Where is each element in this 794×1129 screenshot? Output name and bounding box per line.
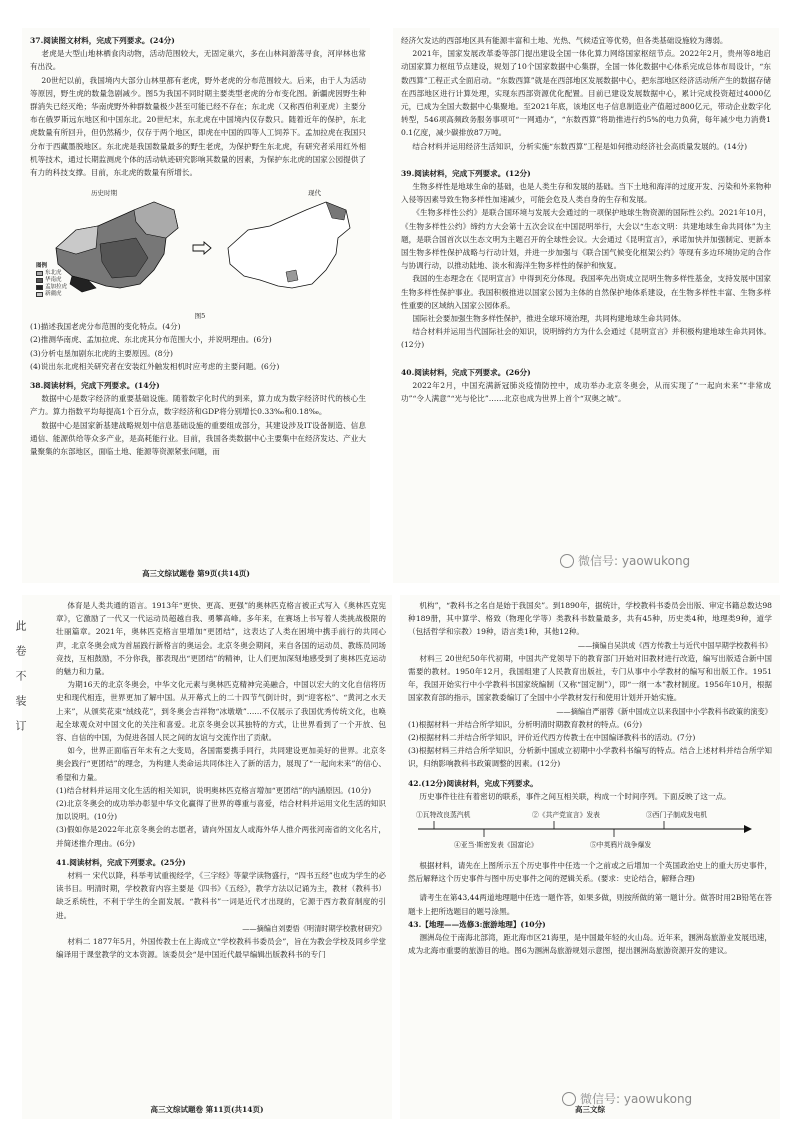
q39-subquestion: 结合材料并运用当代国际社会的知识，说明缔约方为什么会通过《昆明宣言》并积极构建地球生命共同体。(12分) (401, 327, 771, 350)
map-modern-shape (218, 188, 368, 306)
q41-sub-2: (2)根据材料二并结合所学知识，评价近代西方传教士在中国编译教科书的活动。(7分) (408, 733, 696, 743)
right-arrow-icon (192, 240, 212, 254)
q38-subquestion: 结合材料并运用经济生活知识，分析实施“东数西算”工程是如何推动经济社会高质量发展的。(14分) (412, 141, 748, 151)
bl-para-2: 为期16天的北京冬奥会，中华文化元素与奥林匹克精神完美融合，中国以宏大的文化自信将历史和现代相连，世界更加了解中国。从开幕式上的二十四节气倒计时，到“迎客松”、“黄河之水天上来”，从颁奖花束“绒线花”，到冬奥会吉祥物“冰墩墩”……不仅展示了我国优秀传统文化，也唤起全球观众对中国文化的关注和喜爱。北京冬奥会以其独特的方式，让世界看到了一个开放、包容、自信的中国，为促进各国人民之间的友谊与交流作出了贡献。 (56, 680, 386, 743)
q37-sub-3: (3)分析屯垦加剧东北虎的主要原因。(8分) (30, 348, 174, 358)
q42-para-2: 根据材料，请先在上图所示五个历史事件中任选一个之前或之后增加一个英国政治史上的重大历史事件，然后解释这个历史事件与图中历史事件之间的逻辑关系。(要求：史论结合，解释合理) (408, 861, 772, 884)
page-bottom-right (400, 595, 780, 1119)
q37-sub-1: (1)描述我国老虎分布范围的变化特点。(4分) (30, 322, 181, 332)
bl-para-3: 如今，世界正面临百年未有之大变局，各国需要携手同行，共同建设更加美好的世界。北京冬奥会践行“更团结”的理念，为构建人类命运共同体注入了新的活力，展现了“一起向未来”的信心、希望和力量。 (56, 746, 386, 782)
watermark-bottom: 微信号: yaowukong (562, 1090, 692, 1107)
timeline-diagram (414, 809, 754, 855)
q41-source-3: ——摘编自严丽蓉《新中国成立以来我国中小学教科书政策的演变》 (556, 706, 772, 716)
q43-para-1: 涠洲岛位于南海北部湾，距北海市区21海里，是中国最年轻的火山岛。近年来，涠洲岛旅游业发展迅速，成为北海市重要的旅游目的地。图6为涠洲岛旅游规划示意图，提出涠洲岛旅游资源开发的建议。 (408, 933, 772, 956)
q37-sub-2: (2)推测华南虎、孟加拉虎、东北虎其分布范围大小，并说明理由。(6分) (30, 335, 272, 345)
q41-source-2: ——摘编自吴洪成《西方传教士与近代中国早期学校教科书》 (577, 640, 772, 650)
figure-5 (36, 183, 366, 311)
q37-para-2: 20世纪以前，我国境内大部分山林里都有老虎，野外老虎的分布范围较大。后来，由于人为活动等原因，野生虎的数量急剧减少。图5为我国不同时期主要类型老虎的分布变化图。新疆虎因野生种群消失已经灭绝；华南虎野外种群数量极少甚至可能已经不存在；东北虎（又称西伯利亚虎）主要分布在俄罗斯远东地区和中国东北。20世纪末，东北虎在中国境内仅存数只。随着近年的保护，东北虎数量有所回升，但仍然稀少，仅存于两个地区，即虎在中国的四等人工饲养下。孟加拉虎在我国只分布于西藏墨脱地区。东北虎是我国数量最多的野生老虎，为保护野生东北虎，有研究者采用红外相机等技术，通过长期监测虎个体的活动轨迹研究影响其数量的因素，为保护东北虎的国家公园提供了有力的科技支撑。目前，东北虎的数量有所增长。 (30, 75, 366, 178)
q40-sub-2: (2)北京冬奥会的成功举办彰显中华文化赢得了世界的尊重与喜爱，结合材料并运用文化生活的知识加以说明。(10分) (56, 799, 386, 822)
page-top-right (393, 28, 779, 583)
q43-notice: 请考生在第43,44两道地理题中任选一题作答，如果多做，则按所做的第一题计分。做答时用2B铅笔在答题卡上把所选题目的题号涂黑。 (408, 893, 772, 916)
page-footer: 高三文综试题卷 第11页(共14页) (150, 1105, 264, 1114)
map-historic (36, 188, 186, 306)
bl-para-1: 体育是人类共通的语言。1913年“更快、更高、更强”的奥林匹克格言被正式写入《奥林匹克宪章》，它激励了一代又一代运动员超越自我、勇攀高峰。多年来，在赛场上书写着人类挑战极限的壮丽篇章。2021年，奥林匹克格言里增加“更团结”，这表达了人类在困境中携手前行的共同心声，北京冬奥会成为首届践行新格言的奥运会。北京冬奥会期间，来自各国的运动员、教练员同场竞技，互相鼓励，不分你我，都表现出“更团结”的精神，让人们更加深刻地感受到了奥林匹克运动的魅力和力量。 (56, 601, 386, 677)
q40-sub-1: (1)结合材料并运用文化生活的相关知识，说明奥林匹克格言增加“更团结”的内涵原因。(10分) (56, 785, 372, 795)
q37-title: 37.阅读图文材料，完成下列要求。(24分) (30, 36, 175, 45)
map-modern (218, 188, 368, 306)
binding-line-text: 此卷不装订 (14, 620, 27, 745)
page-bottom-left (22, 595, 392, 1119)
map-historic-caption: 历史时期 (91, 189, 117, 198)
q39-para-2: 《生物多样性公约》是联合国环境与发展大会通过的一项保护地球生物资源的国际性公约。2021年10月，《生物多样性公约》缔约方大会第十五次会议在中国昆明举行，大会以“生态文明：共建地球生命共同体”为主题，是联合国首次以生态文明为主题召开的全球性会议。大会通过《昆明宣言》，承诺加快并加强制定、更新本国生物多样性保护战略与行动计划，并进一步加强与《联合国气候变化框架公约》等现有多边环境协定的合作与协调行动，以推动陆地、淡水和海洋生物多样性的保护和恢复。 (401, 208, 771, 271)
q37-sub-4: (4)说出东北虎相关研究者在安装红外触发相机时应考虑的主要问题。(6分) (30, 361, 280, 371)
q42-title: 42.(12分)阅读材料，完成下列要求。 (408, 778, 538, 788)
map-legend: 图例 东北虎 华南虎 孟加拉虎 新疆虎 (36, 263, 68, 298)
q41-para-1: 材料一 宋代以降，科举考试重视经学，《三字经》等蒙学读物盛行，“四书五经”也成为学生的必读书目。明清时期，学校教育内容主要是《四书》《五经》，教学方法以记诵为主，教材（教科书）缺乏系统性，不利于学生的全面发展。“教科书”一词是近代才出现的，它源于西方教育制度的引进。 (56, 871, 386, 920)
timeline-event-4: ④亚当·斯密发表《国富论》 (454, 841, 538, 850)
q43-title: 43.【地理——选修3:旅游地理】(10分) (408, 919, 546, 929)
wechat-icon (560, 554, 574, 568)
timeline-event-1: ①瓦特改良蒸汽机 (416, 811, 471, 820)
q39-para-4: 国际社会要加强生物多样性保护，推进全球环境治理，共同构建地球生命共同体。 (412, 314, 686, 324)
q40-title: 40.阅读材料，完成下列要求。(26分) (401, 367, 531, 377)
legend-item-4: 新疆虎 (36, 291, 67, 298)
legend-item-3: 孟加拉虎 (36, 284, 67, 291)
wechat-icon (562, 1092, 576, 1106)
tr-para-2: 2021年，国家发展改革委等部门提出建设全国一体化算力网络国家枢纽节点。2022年2月，贵州等8地启动国家算力枢纽节点建设，规划了10个国家数据中心集群，全国一体化数据中心体系完成总体布局设计，“东数西算”工程正式全面启动。“东数西算”就是在西部地区发展数据中心，把东部地区经济活动所产生的数据存储在西部地区进行计算处理，实现东西部资源优化配置。目前已建设发展数据中心，累计完成投资超过4000亿元，已成为全国大数据中心集聚地。至2021年底，该地区电子信息制造业产值超过800亿元，带动企业数字化转型，546项高频政务服务事项可“一网通办”，“东数西算”将助推进行约5%的电力负荷，每年减少电力消费10.1亿度，减少碳排放87万吨。 (401, 49, 771, 138)
page-footer: 高三文综 (575, 1105, 605, 1114)
tr-para-1: 经济欠发达的西部地区具有能源丰富和土地、光热、气候适宜等优势，但各类基础设施较为薄弱。 (401, 36, 728, 45)
q41-sub-1: (1)根据材料一并结合所学知识，分析明清时期教育教材的特点。(6分) (408, 719, 643, 729)
q39-para-3: 我国的生态理念在《昆明宣言》中得到充分体现。我国率先出资成立昆明生物多样性基金，支持发展中国家生物多样性保护事业。我国积极推进以国家公园为主体的自然保护地体系建设，在生物多样性丰富、生物多样性重要的区域纳入国家公园体系。 (401, 274, 771, 310)
timeline-event-3: ③西门子制成发电机 (646, 811, 708, 820)
q40-sub-3: (3)假如你是2022年北京冬奥会的志愿者，请向外国友人或海外华人推介两张河南省的文化名片，并简述推介理由。(6分) (56, 825, 386, 848)
q38-title: 38.阅读材料，完成下列要求。(14分) (30, 381, 160, 391)
q39-title: 39.阅读材料，完成下列要求。(12分) (401, 168, 531, 178)
q38-para-2: 数据中心是国家新基建战略规划中信息基础设施的重要组成部分，其建设涉及IT设备制造、信息通信、能源供给等众多产业，是高耗能行业。目前，我国各类数据中心主要集中在经济发达、产业大量聚集的东部地区，面临土地、能源等资源紧张问题，而 (30, 420, 366, 457)
legend-item-1: 东北虎 (36, 270, 67, 277)
q38-para-1: 数据中心是数字经济的重要基础设施。随着数字化时代的到来，算力成为数字经济时代的核心生产力。算力指数平均每提高1个百分点，数字经济和GDP将分别增长0.33‰和0.18‰。 (30, 394, 366, 417)
legend-item-2: 华南虎 (36, 277, 67, 284)
br-para-2: 材料三 20世纪50年代初期，中国共产党领导下的教育部门开始对旧教材进行改造，编写出版适合新中国需要的教材。1950年12月，我国组建了人民教育出版社，专门从事中小学教材的编写和出版工作。1951年，我国开始实行中小学教科书国家统编制（又称“国定制”），即“一纲一本”教材制度。1956年10月，根据国家教育部的指示，国家教委编订了全国中小学教材发行和使用计划并开始实施。 (408, 653, 772, 703)
q41-sub-3: (3)根据材料三并结合所学知识，分析新中国成立初期中小学教科书编写的特点。结合上述材料并结合所学知识，归纳影响教科书政策调整的因素。(12分) (408, 746, 772, 769)
br-para-1: 机构”，“教科书之名自是始于我国矣”。到1890年，据统计，学校教科书委员会出版、审定书籍总数达98种189册，其中算学、格致（物理化学等）类教科书数量最多，共有45种，历史类4种，地理类9种，道学（包括哲学和宗教）19种，语言类1种，其他12种。 (408, 601, 772, 637)
timeline-event-2: ②《共产党宣言》发表 (532, 811, 600, 820)
timeline-event-5: ⑤中英鸦片战争爆发 (590, 841, 652, 850)
q41-source-1: ——摘编自刘要悟《明清时期学校教材研究》 (242, 923, 386, 933)
q41-para-2: 材料二 1877年5月，外国传教士在上海成立“学校教科书委员会”，旨在为教会学校及同乡学堂编译用于课堂教学的文本资源。该委员会“是中国近代最早编辑出版教科书的专门 (56, 937, 386, 960)
q39-para-1: 生物多样性是地球生命的基础，也是人类生存和发展的基础。当下土地和海洋的过度开发、污染和外来物种入侵等因素导致生物多样性加速减少，可能会危及人类自身的生存和发展。 (401, 182, 771, 205)
q41-title: 41.阅读材料，完成下列要求。(25分) (56, 857, 186, 867)
q42-para-1: 历史事件往往有着密切的联系，事件之间互相关联，构成一个时间序列。下面反映了这一点。 (419, 791, 731, 801)
page-top-left (22, 28, 370, 583)
watermark-top: 微信号: yaowukong (560, 552, 690, 569)
q37-para-1: 老虎是大型山地林栖食肉动物，活动范围较大，无固定巢穴，多在山林间游荡寻食，河岸林也常有出没。 (30, 49, 366, 72)
map-modern-caption: 现代 (308, 189, 321, 198)
page-footer: 高三文综试题卷 第9页(共14页) (142, 569, 250, 578)
q40-para-1: 2022年2月，中国充满新冠肺炎疫情防控中，成功举办北京冬奥会，从而实现了“一起向未来”“非常成功”“令人满意”“光与伦比”……北京也成为世界上首个“双奥之城”。 (401, 380, 771, 404)
figure-5-label: 图5 (194, 312, 206, 321)
